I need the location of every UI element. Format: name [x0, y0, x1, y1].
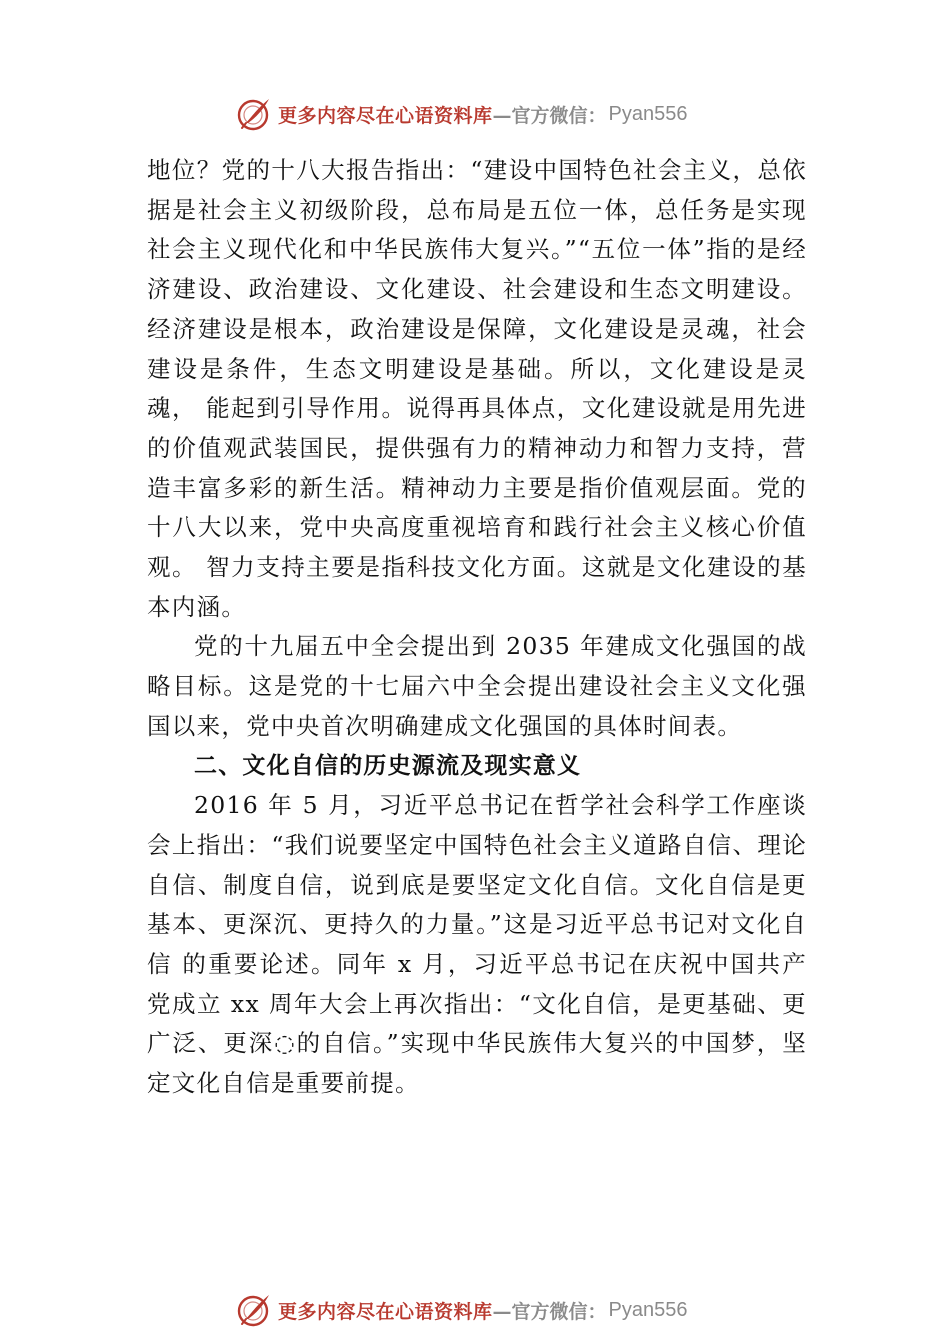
footer-banner: [236, 1292, 736, 1328]
footer-site-text: 更多内容尽在心语资料库: [278, 1300, 493, 1323]
header-wechat-id: Pyan556: [608, 102, 688, 125]
header-separator-text: —官方微信：: [492, 104, 607, 127]
body-paragraph-3: 2016 年 5 月，习近平总书记在哲学社会科学工作座谈会上指出：“我们说要坚定中国特色社会主义道路自信、理论自信、制度自信，说到底是要坚定文化自信。文化自信是更基本、更深沉、更持久的力量。”这是习近平总书记对文化自信 的重要论述。同年 x 月，习近平总书记在庆祝中国共产党成立 xx 周年大会上再次指出：“文化自信，是更基础、更广泛、更深◌的自信。”实现中华民族伟大复兴的中国梦，坚定文化自信是重要前提。: [147, 791, 807, 1098]
body-paragraph-2: 党的十九届五中全会提出到 2035 年建成文化强国的战略目标。这是党的十七届六中全会提出建设社会主义文化强国以来，党中央首次明确建成文化强国的具体时间表。: [147, 632, 807, 740]
header-site-text: 更多内容尽在心语资料库: [278, 104, 493, 127]
header-banner: [236, 96, 736, 132]
document-body: [147, 151, 807, 1104]
quill-seal-icon: [236, 96, 272, 132]
section-heading: 二、文化自信的历史源流及现实意义: [194, 752, 582, 779]
body-paragraph-1: 地位？党的十八大报告指出：“建设中国特色社会主义，总依据是社会主义初级阶段，总布局是五位一体，总任务是实现社会主义现代化和中华民族伟大复兴。”“五位一体”指的是经济建设、政治建设、文化建设、社会建设和生态文明建设。经济建设是根本，政治建设是保障，文化建设是灵魂，社会建设是条件，生态文明建设是基础。所以，文化建设是灵魂， 能起到引导作用。说得再具体点，文化建设就是用先进的价值观武装国民，提供强有力的精神动力和智力支持，营造丰富多彩的新生活。精神动力主要是指价值观层面。党的十八大以来，党中央高度重视培育和践行社会主义核心价值观。 智力支持主要是指科技文化方面。这就是文化建设的基本内涵。: [147, 156, 807, 621]
footer-separator-text: —官方微信：: [492, 1300, 607, 1323]
footer-wechat-id: Pyan556: [608, 1298, 688, 1321]
quill-seal-icon: [236, 1292, 272, 1328]
